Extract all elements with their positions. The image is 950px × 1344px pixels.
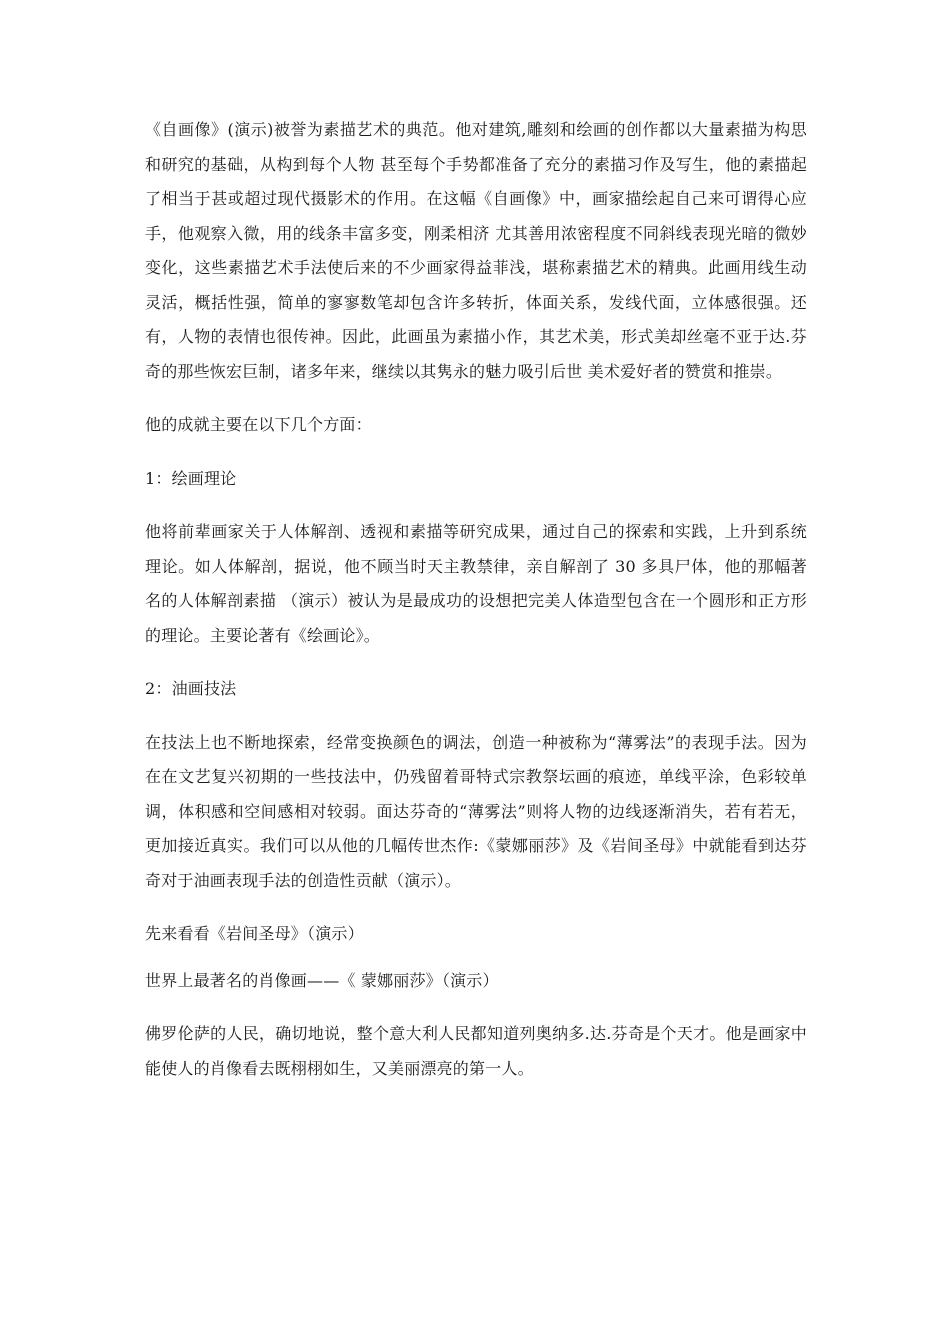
heading-oil-technique: 2：油画技法 xyxy=(145,679,237,698)
paragraph-oil-technique: 在技法上也不断地探索，经常变换颜色的调法，创造一种被称为“薄雾法”的表现手法。因为在在文艺复兴初期的一些技法中，仍残留着哥特式宗教祭坛画的痕迹，单线平涂，色彩较单调，体积感和空间感相对较弱。面达芬奇的“薄雾法”则将人物的边线逐渐消失，若有若无，更加接近真实。我们可以从他的几幅传世杰作:《蒙娜丽莎》及《岩间圣母》中就能看到达芬奇对于油画表现手法的创造性贡献（演示）。 xyxy=(145,732,807,890)
document-body xyxy=(145,113,807,1105)
heading-painting-theory: 1：绘画理论 xyxy=(145,468,237,488)
paragraph-virgin-of-the-rocks: 先来看看《岩间圣母》（演示） xyxy=(145,924,364,943)
paragraph-self-portrait: 《自画像》(演示)被誉为素描艺术的典范。他对建筑,雕刻和绘画的创作都以大量素描为构思和研究的基础，从构到每个人物 甚至每个手势都准备了充分的素描习作及写生，他的素描起了相当于甚或超过现代摄影术的作用。在这幅《自画像》中，画家描绘起自己来可谓得心应手，他观察入微，用的线条丰富多变，刚柔相济 尤其善用浓密程度不同斜线表现光暗的微妙变化，这些素描艺术手法使后来的不少画家得益菲浅，堪称素描艺术的精典。此画用线生动灵活，概括性强，简单的寥寥数笔却包含许多转折，体面关系，发线代面，立体感很强。还有，人物的表情也很传神。因此，此画虽为素描小作，其艺术美，形式美却丝毫不亚于达.芬奇的那些恢宏巨制，诸多年来，继续以其隽永的魅力吸引后世 美术爱好者的赞赏和推崇。 xyxy=(145,120,807,381)
paragraph-painting-theory: 他将前辈画家关于人体解剖、透视和素描等研究成果，通过自己的探索和实践，上升到系统理论。如人体解剖，据说，他不顾当时天主教禁律，亲自解剖了 30 多具尸体，他的那幅著名的人体解剖素描 （演示）被认为是最成功的设想把完美人体造型包含在一个圆形和正方形的理论。主要论著有《绘画论》。 xyxy=(145,522,807,645)
paragraph-mona-lisa: 世界上最著名的肖像画——《 蒙娜丽莎》（演示） xyxy=(145,970,499,990)
paragraph-florence-people: 佛罗伦萨的人民，确切地说，整个意大利人民都知道列奥纳多.达.芬奇是个天才。他是画家中能使人的肖像看去既栩栩如生，又美丽漂亮的第一人。 xyxy=(145,1024,807,1078)
paragraph-achievements-intro: 他的成就主要在以下几个方面： xyxy=(145,415,372,434)
